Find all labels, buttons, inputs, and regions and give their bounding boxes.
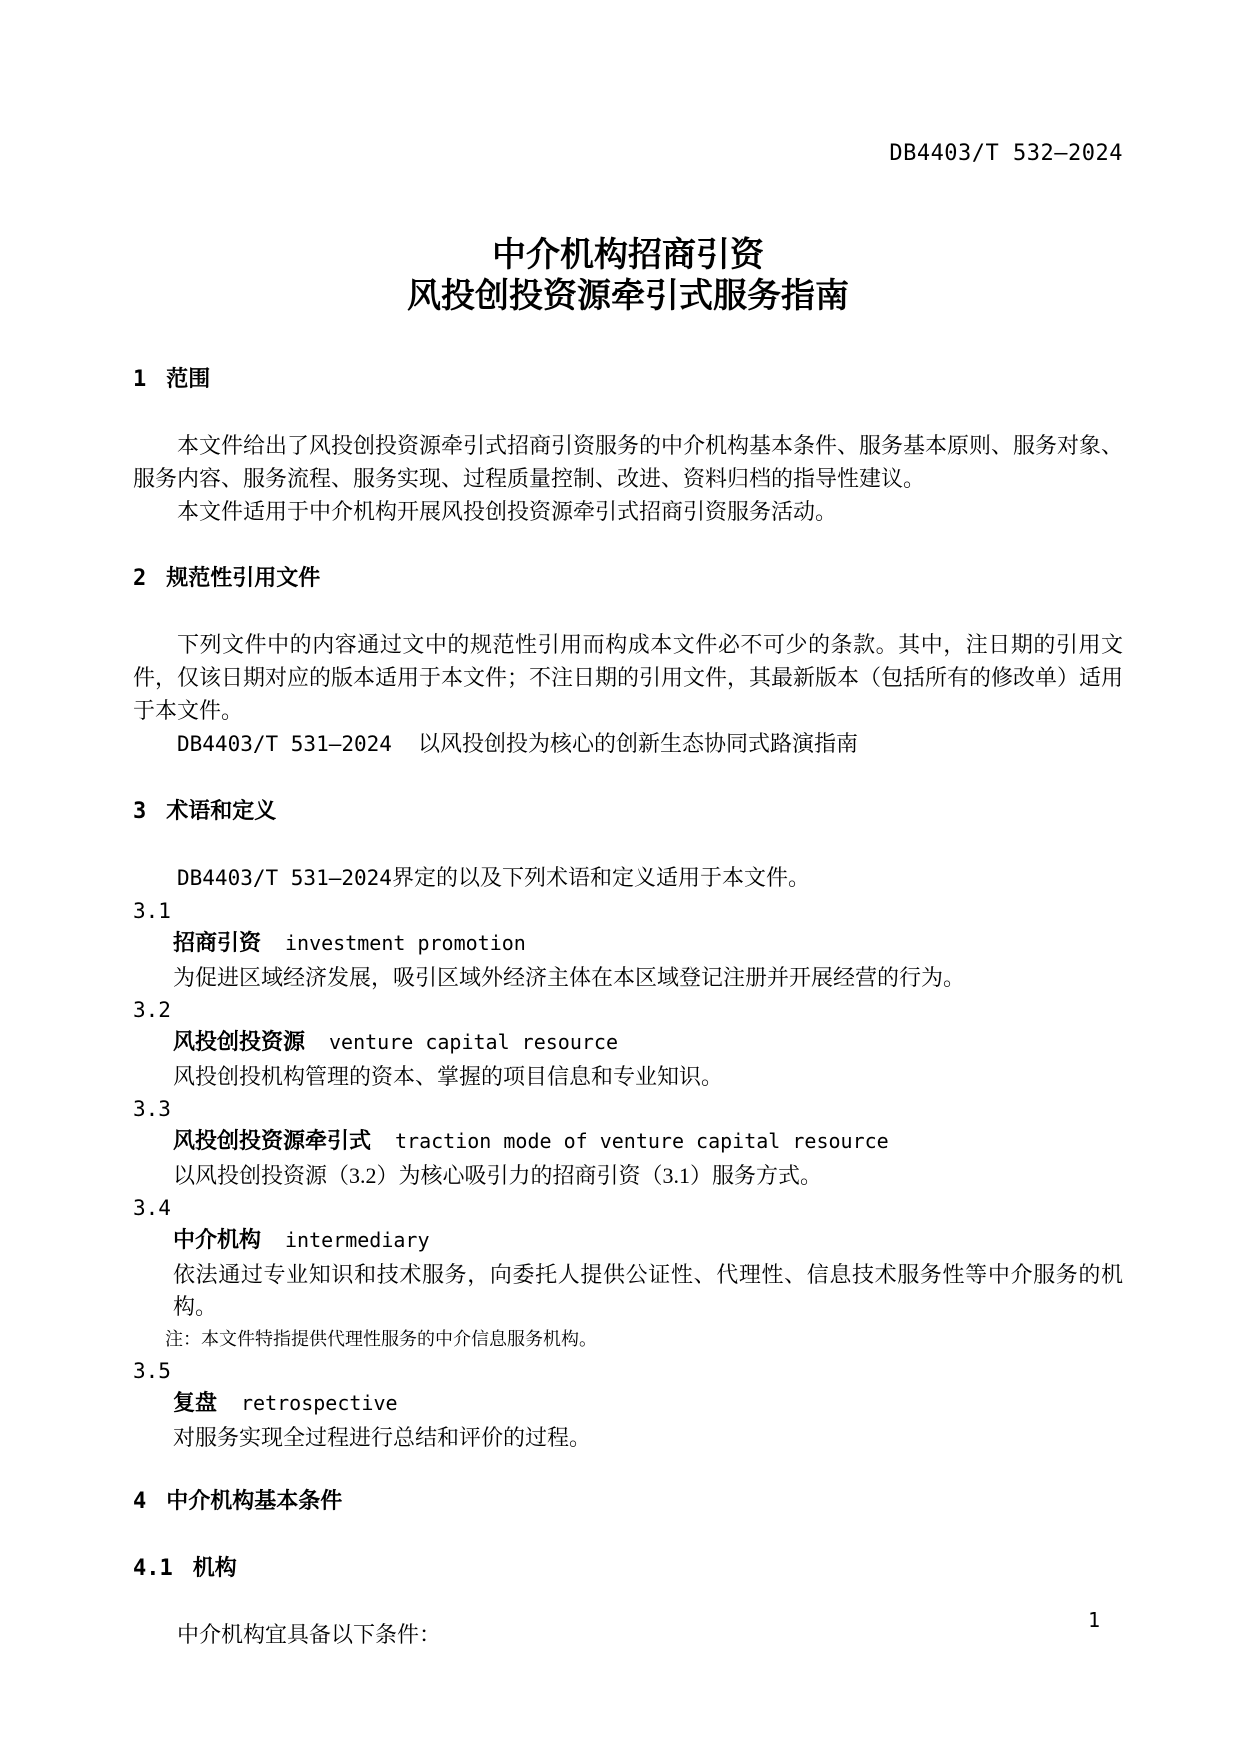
normative-reference-entry [133,727,1123,761]
page-number: 1 [1087,1608,1100,1632]
term-name-line [133,927,1123,962]
term-name-en: retrospective [241,1391,398,1415]
section-3-title: 术语和定义 [166,798,277,823]
term-name-cn: 招商引资 [173,930,262,955]
normative-refs-paragraph: 下列文件中的内容通过文中的规范性引用而构成本文件必不可少的条款。其中，注日期的引用文件，仅该日期对应的版本适用于本文件；不注日期的引用文件，其最新版本（包括所有的修改单）适用于本文件。 [133,632,1124,723]
term-clause-number: 3.1 [133,899,171,923]
term-clause-number: 3.2 [133,998,171,1022]
section-4-number: 4 [133,1489,147,1514]
terms-intro-text: 界定的以及下列术语和定义适用于本文件。 [391,865,810,890]
term-note [133,1323,1123,1355]
term-name-cn: 复盘 [173,1390,218,1415]
section-1-number: 1 [133,367,147,392]
term-name-en: traction mode of venture capital resource [395,1129,889,1153]
section-4-1-title: 机构 [192,1555,237,1580]
section-3-number: 3 [133,799,147,824]
section-1-title: 范围 [166,366,211,391]
term-name-line [133,1387,1123,1422]
standard-number: DB4403/T 532—2024 [889,141,1123,166]
term-name-cn: 中介机构 [173,1227,262,1252]
section-2-heading [133,561,1123,595]
scope-paragraph-1: 本文件给出了风投创投资源牵引式招商引资服务的中介机构基本条件、服务基本原则、服务对象、服务内容、服务流程、服务实现、过程质量控制、改进、资料归档的指导性建议。 [133,433,1124,491]
section-4-1-number: 4.1 [133,1556,173,1581]
term-name-en: venture capital resource [329,1030,618,1054]
term-item-3-5 [133,1355,1123,1454]
section-3-heading [133,794,1123,828]
term-definition: 为促进区域经济发展，吸引区域外经济主体在本区域登记注册并开展经营的行为。 [173,965,966,990]
referenced-standard-title: 以风投创投为核心的创新生态协同式路演指南 [417,731,858,756]
term-name-line [133,1026,1123,1061]
document-title-line2: 风投创投资源牵引式服务指南 [407,277,849,315]
term-clause-number: 3.4 [133,1196,171,1220]
term-clause-number: 3.5 [133,1359,171,1383]
term-item-3-4 [133,1192,1123,1355]
section-4-1-heading [133,1551,1123,1585]
term-definition: 风投创投机构管理的资本、掌握的项目信息和专业知识。 [173,1064,724,1089]
terms-intro-ref-number: DB4403/T 531—2024 [177,866,392,890]
section-2-title: 规范性引用文件 [166,565,321,590]
section-1-heading [133,362,1123,396]
term-name-en: investment promotion [285,931,526,955]
term-clause-number: 3.3 [133,1097,171,1121]
section-2-number: 2 [133,566,147,591]
scope-paragraph-2: 本文件适用于中介机构开展风投创投资源牵引式招商引资服务活动。 [177,499,838,524]
term-name-en: intermediary [285,1228,430,1252]
referenced-standard-number: DB4403/T 531—2024 [177,732,392,756]
term-item-3-1 [133,895,1123,994]
document-title-line1: 中介机构招商引资 [492,236,764,274]
terms-intro [133,861,1123,895]
term-item-3-2 [133,994,1123,1093]
term-definition: 对服务实现全过程进行总结和评价的过程。 [173,1425,592,1450]
document-title [133,235,1123,317]
term-name-cn: 风投创投资源 [173,1029,306,1054]
term-note-label: 注： [165,1329,201,1349]
term-definition: 以风投创投资源（3.2）为核心吸引力的招商引资（3.1）服务方式。 [173,1163,823,1188]
term-name-cn: 风投创投资源牵引式 [173,1128,372,1153]
term-item-3-3 [133,1093,1123,1192]
section-4-title: 中介机构基本条件 [166,1488,343,1513]
basic-conditions-paragraph: 中介机构宜具备以下条件： [177,1622,442,1647]
term-note-text: 本文件特指提供代理性服务的中介信息服务机构。 [201,1329,597,1349]
section-4-heading [133,1484,1123,1518]
term-name-line [133,1125,1123,1160]
term-definition: 依法通过专业知识和技术服务，向委托人提供公证性、代理性、信息技术服务性等中介服务的机构。 [173,1262,1123,1319]
term-name-line [133,1224,1123,1259]
